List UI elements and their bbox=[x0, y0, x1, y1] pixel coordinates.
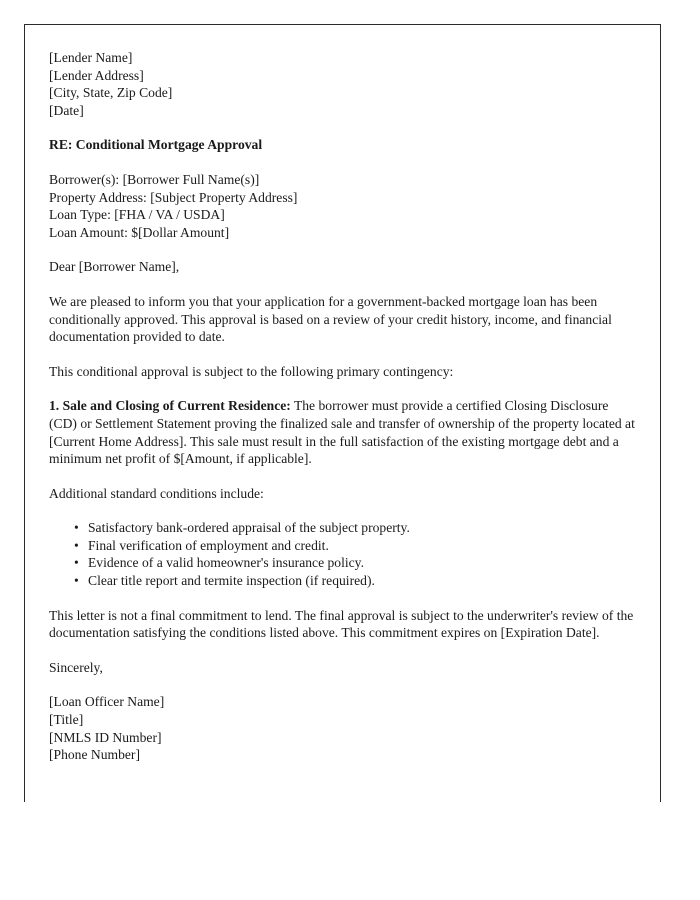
loan-officer-name: [Loan Officer Name] bbox=[49, 694, 165, 710]
letter-date: [Date] bbox=[49, 102, 84, 118]
property-address: Property Address: [Subject Property Address] bbox=[49, 189, 298, 205]
condition-text: Satisfactory bank-ordered appraisal of the subject property. bbox=[88, 520, 410, 536]
loan-officer-title: [Title] bbox=[49, 712, 84, 728]
nmls-id-number: [NMLS ID Number] bbox=[49, 729, 162, 745]
list-item bbox=[74, 519, 639, 537]
bullet-icon: • bbox=[74, 555, 79, 571]
loan-details-block bbox=[49, 171, 639, 241]
subject-line: RE: Conditional Mortgage Approval bbox=[49, 137, 263, 153]
bullet-icon: • bbox=[74, 573, 79, 589]
condition-text: Evidence of a valid homeowner's insurance policy. bbox=[88, 555, 364, 571]
letter-content bbox=[49, 49, 639, 764]
condition-text: Clear title report and termite inspection (if required). bbox=[88, 573, 375, 589]
signature-block bbox=[49, 693, 639, 763]
standard-conditions-list bbox=[49, 519, 639, 589]
opening-paragraph: We are pleased to inform you that your application for a government-backed mortgage loan has been conditionally approved. This approval is based on a review of your credit history, income, and financial documentation provided to date. bbox=[49, 293, 612, 345]
conditions-intro: Additional standard conditions include: bbox=[49, 485, 264, 501]
disclaimer-paragraph: This letter is not a final commitment to lend. The final approval is subject to the underwriter's review of the documentation satisfying the conditions listed above. This commitment expires on [Expiration Date]. bbox=[49, 607, 634, 641]
lender-address: [Lender Address] bbox=[49, 67, 144, 83]
sender-address-block bbox=[49, 49, 639, 119]
contingency-lead-in: 1. Sale and Closing of Current Residence: bbox=[49, 398, 291, 414]
contingency-intro: This conditional approval is subject to the following primary contingency: bbox=[49, 363, 454, 379]
letter-page bbox=[24, 24, 661, 802]
loan-amount: Loan Amount: $[Dollar Amount] bbox=[49, 224, 230, 240]
borrower-names: Borrower(s): [Borrower Full Name(s)] bbox=[49, 171, 260, 187]
phone-number: [Phone Number] bbox=[49, 747, 140, 763]
salutation: Dear [Borrower Name], bbox=[49, 259, 180, 275]
bullet-icon: • bbox=[74, 537, 79, 553]
lender-name: [Lender Name] bbox=[49, 50, 133, 65]
list-item bbox=[74, 554, 639, 572]
list-item bbox=[74, 537, 639, 555]
lender-city-state-zip: [City, State, Zip Code] bbox=[49, 85, 173, 101]
primary-contingency-paragraph bbox=[49, 397, 639, 467]
condition-text: Final verification of employment and credit. bbox=[88, 537, 329, 553]
closing-salutation: Sincerely, bbox=[49, 659, 103, 675]
bullet-icon: • bbox=[74, 520, 79, 536]
list-item bbox=[74, 572, 639, 590]
contingency-body: The borrower must provide a certified Closing Disclosure (CD) or Settlement Statement proving the finalized sale and transfer of ownership of the property located at [Current Home Address]. This sale must result in the full satisfaction of the existing mortgage debt and a minimum net profit of $[Amount, if applicable]. bbox=[49, 398, 635, 467]
loan-type: Loan Type: [FHA / VA / USDA] bbox=[49, 207, 225, 223]
